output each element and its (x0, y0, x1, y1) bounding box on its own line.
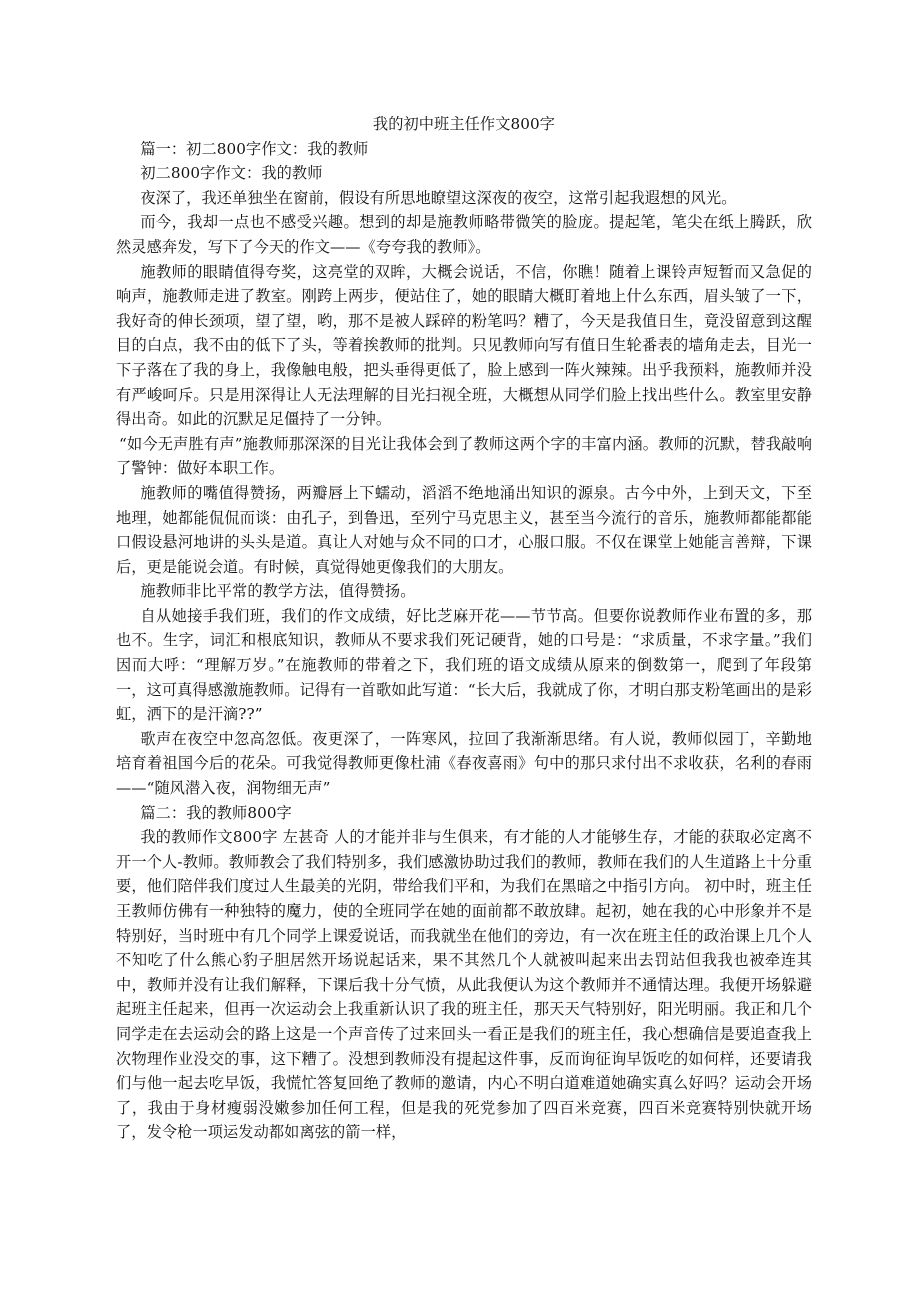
paragraph: 篇二：我的教师800字 (140, 803, 292, 822)
paragraph: 施教师非比平常的教学方法，值得赞扬。 (140, 582, 416, 601)
document-body (116, 137, 812, 1145)
paragraph: “如今无声胜有声”施教师那深深的目光让我体会到了教师这两个字的丰富内涵。教师的沉默，替我敲响了警钟：做好本职工作。 (116, 434, 812, 478)
paragraph: 施教师的嘴值得赞扬，两瓣唇上下蠕动，滔滔不绝地涌出知识的源泉。古今中外，上到天文，下至地理，她都能侃侃而谈：由孔子，到鲁迅，至列宁马克思主义，甚至当今流行的音乐，施教师都能都能口假设悬河地讲的头头是道。真让人对她与众不同的口才，心服口服。不仅在课堂上她能言善辩，下课后，更是能说会道。有时候，真觉得她更像我们的大朋友。 (116, 483, 812, 576)
document-page (116, 112, 812, 1145)
paragraph: 我的教师作文800字 左甚奇 人的才能并非与生俱来，有才能的人才能够生存，才能的获取必定离不开一个人-教师。教师教会了我们特别多，我们感激协助过我们的教师，教师在我们的人生道路上十分重要，他们陪伴我们度过人生最美的光阴，带给我们平和，为我们在黑暗之中指引方向。 初中时，班主任王教师仿佛有一种独特的魔力，使的全班同学在她的面前都不敢放肆。起初，她在我的心中形象并不是特别好，当时班中有几个同学上课爱说话，而我就坐在他们的旁边，有一次在班主任的政治课上几个人不知吃了什么熊心豹子胆居然开场说起话来，果不其然几个人就被叫起来出去罚站但我我也被牵连其中，教师并没有让我们解释，下课后我十分气愤，从此我便认为这个教师并不通情达理。我便开场躲避起班主任起来，但再一次运动会上我重新认识了我的班主任，那天天气特别好，阳光明丽。我正和几个同学走在去运动会的路上这是一个声音传了过来回头一看正是我们的班主任，我心想确信是要追查我上次物理作业没交的事，这下糟了。没想到教师没有提起这件事，反而询征询早饭吃的如何样，还要请我们与他一起去吃早饭，我慌忙答复回绝了教师的邀请，内心不明白道难道她确实真么好吗？运动会开场了，我由于身材瘦弱没嫩参加任何工程，但是我的死党参加了四百米竞赛，四百米竞赛特别快就开场了，发令枪一项运发动都如离弦的箭一样， (116, 828, 812, 1142)
paragraph: 夜深了，我还单独坐在窗前，假设有所思地瞭望这深夜的夜空，这常引起我遐想的风光。 (140, 188, 737, 207)
paragraph: 初二800字作文：我的教师 (140, 164, 323, 183)
paragraph: 施教师的眼睛值得夸奖，这亮堂的双眸，大概会说话，不信，你瞧！随着上课铃声短暂而又急促的响声，施教师走进了教室。刚跨上两步，便站住了，她的眼睛大概盯着地上什么东西，眉头皱了一下，我好奇的伸长颈项，望了望，哟，那不是被人踩碎的粉笔吗？糟了，今天是我值日生，竟没留意到这醒目的白点，我不由的低下了头，等着挨教师的批判。只见教师向写有值日生轮番表的墙角走去，目光一下子落在了我的身上，我像触电般，把头垂得更低了，脸上感到一阵火辣辣。出乎我预料，施教师并没有严峻呵斥。只是用深得让人无法理解的目光扫视全班，大概想从同学们脸上找出些什么。教室里安静得出奇。如此的沉默足足僵持了一分钟。 (116, 262, 812, 429)
paragraph: 而今，我却一点也不感受兴趣。想到的却是施教师略带微笑的脸庞。提起笔，笔尖在纸上腾跃，欣然灵感奔发，写下了今天的作文——《夸夸我的教师》。 (116, 213, 812, 256)
paragraph: 歌声在夜空中忽高忽低。夜更深了，一阵寒风，拉回了我渐渐思绪。有人说，教师似园丁，辛勤地培育着祖国今后的花朵。可我觉得教师更像杜浦《春夜喜雨》句中的那只求付出不求收获，名利的春雨——“随风潜入夜，润物细无声” (116, 729, 812, 798)
paragraph: 自从她接手我们班，我们的作文成绩，好比芝麻开花——节节高。但要你说教师作业布置的多，那也不。生字，词汇和根底知识，教师从不要求我们死记硬背，她的口号是：“求质量，不求字量。”我们因而大呼：“理解万岁。”在施教师的带着之下，我们班的语文成绩从原来的倒数第一，爬到了年段第一，这可真得感激施教师。记得有一首歌如此写道：“长大后，我就成了你，才明白那支粉笔画出的是彩虹，洒下的是汗滴??” (116, 606, 812, 724)
document-title: 我的初中班主任作文800字 (372, 115, 556, 133)
paragraph: 篇一：初二800字作文：我的教师 (140, 139, 369, 158)
